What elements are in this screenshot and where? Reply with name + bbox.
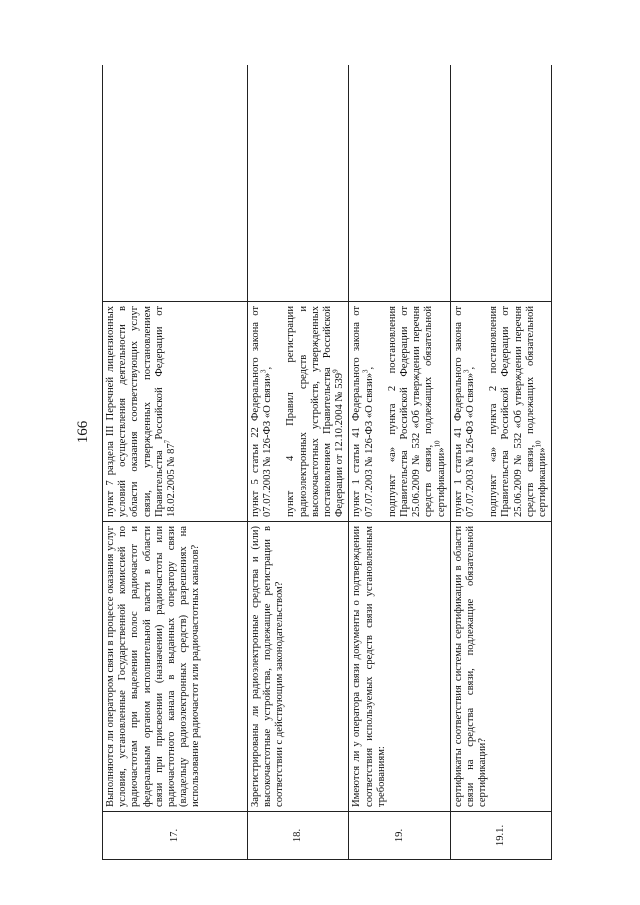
answer-cell — [103, 65, 248, 302]
legal-reference: пункт 7 раздела III Перечней лицензионных условий осуществления деятельности в области оказания соответствующих услуг связи, утвержденных постановлением Правительства Российской Федерации от 18.02.2005 № 87 — [105, 306, 178, 517]
legal-reference: подпункт «а» пункта 2 постановления Правительства Российской Федерации от 25.06.2009 № 532 «Об утверждении перечня средств связи, подлежащих обязательной сертификации» — [488, 306, 549, 517]
footnote-marker: 3 — [259, 369, 268, 373]
footnote-marker: 7 — [163, 439, 172, 444]
legal-reference: пункт 1 статьи 41 Федерального закона от 07.07.2003 № 126-ФЗ «О связи» — [452, 306, 477, 517]
legal-reference-cell: пункт 1 статьи 41 Федерального закона от 07.07.2003 № 126-ФЗ «О связи»$^3$, подпункт «а» пункта 2 постановления Правительства Российской Федерации от 25.06.2009 № 532 «Об утверждении перечня средств связи, подлежащих обязательной сертификации»$^{10}$ — [450, 302, 551, 522]
table-row — [349, 65, 450, 860]
legal-reference: пункт 1 статьи 41 Федерального закона от 07.07.2003 № 126-ФЗ «О связи» — [351, 306, 375, 517]
question-text: сертификаты соответствия системы сертификации в области связи на средства связи, подлежащие обязательной сертификации? — [452, 526, 489, 807]
question-cell — [248, 522, 349, 812]
page-number: 166 — [75, 420, 91, 444]
legal-reference-cell — [103, 302, 248, 522]
answer-cell — [248, 65, 349, 302]
legal-reference-cell: пункт 5 статьи 22 Федерального закона от 07.07.2003 № 126-ФЗ «О связи»$^3$, пункт 4 Правил регистрации радиоэлектронных средств и высокочастотных устройств, утвержденных постановлением Правительства Российской Федерации от 12.10.2004 № $539^9$ — [248, 302, 349, 522]
legal-reference-cell: пункт 1 статьи 41 Федерального закона от 07.07.2003 № 126-ФЗ «О связи»$^3$, подпункт «а» пункта 2 постановления Правительства Российской Федерации от 25.06.2009 № 532 «Об утверждении перечня средств связи, подлежащих обязательной сертификации»$^{10}$ — [349, 302, 450, 522]
rotated-page — [62, 65, 578, 860]
question-text: Имеются ли у оператора связи документы о подтверждении соответствия используемых средств связи установленным требованиям: — [351, 526, 387, 807]
question-cell — [450, 522, 551, 812]
row-number: 19.1. — [450, 812, 551, 860]
legal-reference: пункт 4 Правил регистрации радиоэлектронных средств и высокочастотных устройств, утвержденных постановлением Правительства Российской Федерации от 12.10.2004 № 539 — [285, 306, 346, 517]
question-text: Зарегистрированы ли радиоэлектронные средства и (или) высокочастотные устройства, подлежащие регистрации в соответствии с действующим законодательством? — [250, 526, 286, 807]
footnote-marker: 10 — [534, 440, 543, 448]
requirements-table — [102, 65, 552, 860]
table-row — [248, 65, 349, 860]
legal-reference: пункт 5 статьи 22 Федерального закона от 07.07.2003 № 126-ФЗ «О связи» — [250, 306, 274, 517]
legal-reference: подпункт «а» пункта 2 постановления Правительства Российской Федерации от 25.06.2009 № 532 «Об утверждении перечня средств связи, подлежащих обязательной сертификации» — [386, 306, 447, 517]
question-text: Выполняются ли оператором связи в процессе оказания услуг условия, установленные Государственной комиссией по радиочастотам при выделении полос радиочастот и федеральным органом исполнительной власти в области связи при присвоении (назначении) радиочастоты или радиочастотного канала в выданных оператору связи (владельцу радиоэлектронных средств) разрешениях на использование радиочастот или радиочастотных каналов? — [105, 526, 202, 807]
rotated-page-frame — [62, 65, 578, 860]
footnote-marker: 3 — [462, 369, 471, 373]
table-row — [450, 65, 551, 860]
footnote-marker: 9 — [331, 369, 340, 373]
row-number: 19. — [349, 812, 450, 860]
footnote-marker: 10 — [433, 440, 442, 448]
row-number: 17. — [103, 812, 248, 860]
question-cell — [103, 522, 248, 812]
row-number: 18. — [248, 812, 349, 860]
answer-cell — [450, 65, 551, 302]
footnote-marker: 3 — [361, 369, 370, 373]
question-cell — [349, 522, 450, 812]
answer-cell — [349, 65, 450, 302]
table-row — [103, 65, 248, 860]
